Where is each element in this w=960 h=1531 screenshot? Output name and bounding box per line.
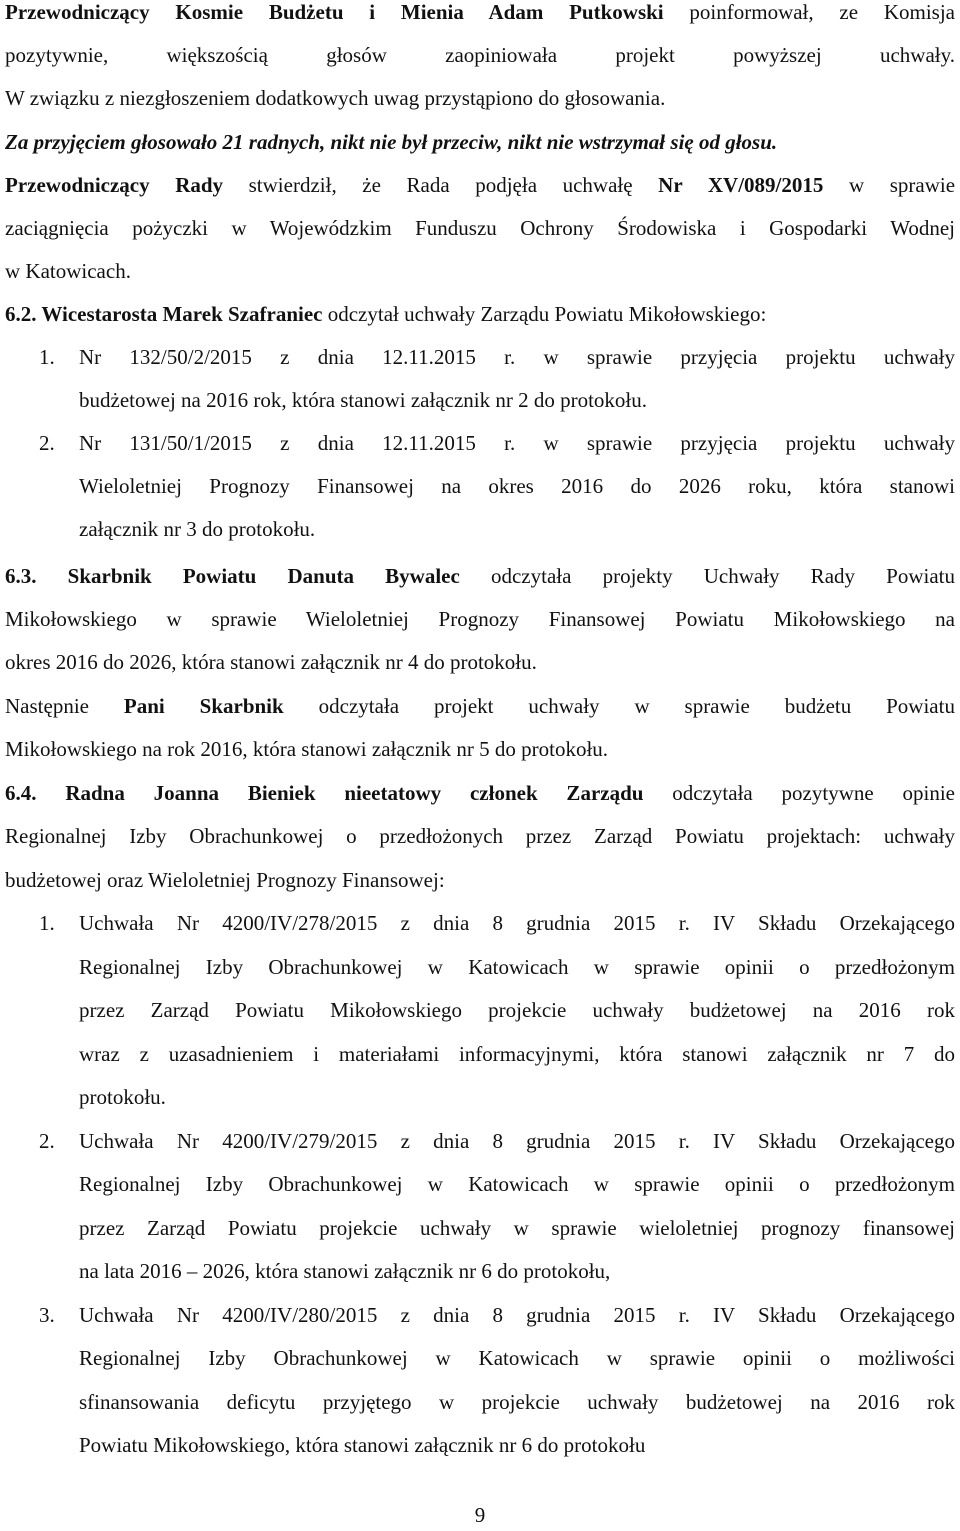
list-number: 2. — [39, 431, 55, 455]
text-line — [5, 690, 955, 722]
list-item-line: przez Zarząd Powiatu Mikołowskiego projekcie uchwały budżetowej na 2016 rok — [79, 998, 955, 1022]
text-line: pozytywnie, większością głosów zaopiniowała projekt powyższej uchwały. — [5, 43, 955, 67]
text-line: w Katowicach. — [5, 259, 131, 283]
list-number: 3. — [39, 1303, 55, 1327]
section-6-4-line — [5, 777, 955, 809]
text-line — [5, 0, 955, 28]
speaker-name: Przewodniczący Kosmie Budżetu i Mienia Adam Putkowski — [5, 0, 664, 24]
list-item-line: Uchwała Nr 4200/IV/279/2015 z dnia 8 grudnia 2015 r. IV Składu Orzekającego — [79, 1129, 955, 1153]
text-run: odczytał uchwały Zarządu Powiatu Mikołowskiego: — [322, 302, 767, 326]
section-heading: 6.2. Wicestarosta Marek Szafraniec — [5, 302, 323, 326]
section-6-3-line — [5, 560, 955, 592]
list-item-line: Uchwała Nr 4200/IV/280/2015 z dnia 8 grudnia 2015 r. IV Składu Orzekającego — [79, 1303, 955, 1327]
list-item-line: Uchwała Nr 4200/IV/278/2015 z dnia 8 grudnia 2015 r. IV Składu Orzekającego — [79, 911, 955, 935]
list-item-line: Regionalnej Izby Obrachunkowej w Katowicach w sprawie opinii o możliwości — [79, 1346, 955, 1370]
text-line: W związku z niezgłoszeniem dodatkowych uwag przystąpiono do głosowania. — [5, 86, 666, 110]
list-item-line: sfinansowania deficytu przyjętego w projekcie uchwały budżetowej na 2016 rok — [79, 1390, 955, 1414]
list-item-line: Regionalnej Izby Obrachunkowej w Katowicach w sprawie opinii o przedłożonym — [79, 1172, 955, 1196]
list-item-line: Nr 131/50/1/2015 z dnia 12.11.2015 r. w sprawie przyjęcia projektu uchwały — [79, 431, 955, 455]
text-run: odczytała projekt uchwały w sprawie budżetu Powiatu — [283, 694, 955, 718]
list-item-line: Powiatu Mikołowskiego, która stanowi załącznik nr 6 do protokołu — [79, 1433, 646, 1457]
list-item-line: wraz z uzasadnieniem i materiałami informacyjnymi, która stanowi załącznik nr 7 do — [79, 1042, 955, 1066]
text-run: stwierdził, że Rada podjęła uchwałę — [223, 173, 659, 197]
list-number: 2. — [39, 1129, 55, 1153]
text-line: okres 2016 do 2026, która stanowi załącznik nr 4 do protokołu. — [5, 650, 537, 674]
list-item-line: budżetowej na 2016 rok, która stanowi załącznik nr 2 do protokołu. — [79, 388, 648, 412]
list-number: 1. — [39, 345, 55, 369]
text-run: odczytała projekty Uchwały Rady Powiatu — [459, 564, 955, 588]
section-heading: 6.4. Radna Joanna Bieniek nieetatowy członek Zarządu — [5, 781, 644, 805]
resolution-number: Nr XV/089/2015 — [658, 173, 824, 197]
text-line: Mikołowskiego na rok 2016, która stanowi załącznik nr 5 do protokołu. — [5, 737, 609, 761]
list-item-line: na lata 2016 – 2026, która stanowi załącznik nr 6 do protokołu, — [79, 1259, 611, 1283]
text-line: Regionalnej Izby Obrachunkowej o przedłożonych przez Zarząd Powiatu projektach: uchwały — [5, 824, 955, 848]
list-item-line: Wieloletniej Prognozy Finansowej na okres 2016 do 2026 roku, która stanowi — [79, 474, 955, 498]
section-heading: 6.3. Skarbnik Powiatu Danuta Bywalec — [5, 564, 460, 588]
section-6-2-line — [5, 298, 955, 330]
text-run: odczytała pozytywne opinie — [643, 781, 955, 805]
list-number: 1. — [39, 911, 55, 935]
list-item-line: załącznik nr 3 do protokołu. — [79, 517, 316, 541]
text-run: poinformował, ze Komisja — [663, 0, 955, 24]
list-item-line: protokołu. — [79, 1085, 166, 1109]
page-number: 9 — [474, 1503, 486, 1527]
vote-result-line: Za przyjęciem głosowało 21 radnych, nikt nie był przeciw, nikt nie wstrzymał się od głosu. — [5, 130, 778, 154]
list-item-line: przez Zarząd Powiatu projekcie uchwały w sprawie wieloletniej prognozy finansowej — [79, 1216, 955, 1240]
text-line: zaciągnięcia pożyczki w Wojewódzkim Funduszu Ochrony Środowiska i Gospodarki Wodnej — [5, 216, 955, 240]
text-line — [5, 169, 955, 201]
list-item-line: Nr 132/50/2/2015 z dnia 12.11.2015 r. w sprawie przyjęcia projektu uchwały — [79, 345, 955, 369]
text-line: budżetowej oraz Wieloletniej Prognozy Finansowej: — [5, 868, 445, 892]
text-line: Mikołowskiego w sprawie Wieloletniej Prognozy Finansowej Powiatu Mikołowskiego na — [5, 607, 955, 631]
list-item-line: Regionalnej Izby Obrachunkowej w Katowicach w sprawie opinii o przedłożonym — [79, 955, 955, 979]
text-run: w sprawie — [823, 173, 955, 197]
speaker-name: Przewodniczący Rady — [5, 173, 224, 197]
speaker-name: Pani Skarbnik — [123, 694, 284, 718]
text-run: Następnie — [5, 694, 124, 718]
